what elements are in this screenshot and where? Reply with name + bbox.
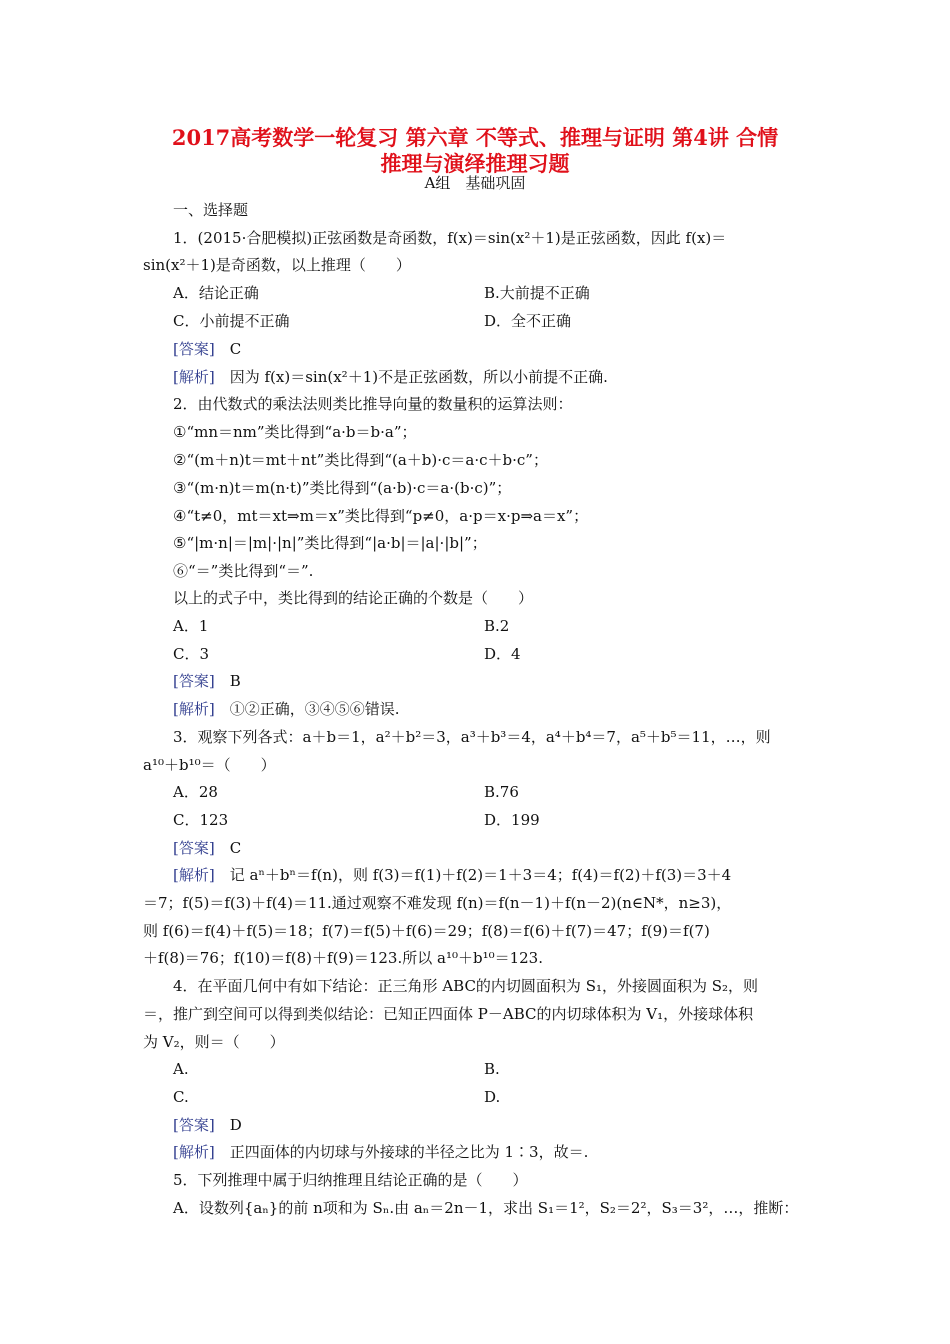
q2-item-2: ②“(m＋n)t＝mt＋nt”类比得到“(a＋b)·c＝a·c＋b·c”； xyxy=(173,451,548,469)
q2-item-5: ⑤“|m·n|＝|m|·|n|”类比得到“|a·b|＝|a|·|b|”； xyxy=(173,534,487,552)
q4-stem-line-1: 4．在平面几何中有如下结论：正三角形 ABC的内切圆面积为 S₁，外接圆面积为 S₂，则 xyxy=(173,977,759,995)
q3-analysis-text-1: 记 aⁿ＋bⁿ＝f(n)，则 f(3)＝f(1)＋f(2)＝1＋3＝4；f(4)＝f(2)＋f(3)＝3＋4 xyxy=(229,866,732,884)
q2-question: 以上的式子中，类比得到的结论正确的个数是（ ） xyxy=(173,589,534,607)
analysis-tag: [解析] xyxy=(173,700,215,718)
q2-option-b: B.2 xyxy=(484,617,510,635)
q4-answer xyxy=(173,1114,242,1136)
q4-analysis-text: 正四面体的内切球与外接球的半径之比为 1∶3，故＝. xyxy=(229,1143,589,1161)
q2-item-1: ①“mn＝nm”类比得到“a·b＝b·a”； xyxy=(173,423,417,441)
q1-answer-value: C xyxy=(229,340,242,358)
q3-option-a: A．28 xyxy=(173,783,218,801)
q2-item-3: ③“(m·n)t＝m(n·t)”类比得到“(a·b)·c＝a·(b·c)”； xyxy=(173,479,512,497)
q1-analysis-text: 因为 f(x)＝sin(x²＋1)不是正弦函数，所以小前提不正确. xyxy=(229,368,608,386)
group-heading: A组 基础巩固 xyxy=(424,174,526,192)
q3-analysis-line-3: 则 f(6)＝f(4)＋f(5)＝18；f(7)＝f(5)＋f(6)＝29；f(8)＝f(6)＋f(7)＝47；f(9)＝f(7) xyxy=(143,922,710,940)
q4-option-b: B. xyxy=(484,1060,500,1078)
answer-tag: [答案] xyxy=(173,672,215,690)
q2-option-a: A．1 xyxy=(173,617,209,635)
q2-answer-value: B xyxy=(229,672,241,690)
analysis-tag: [解析] xyxy=(173,866,215,884)
q3-option-d: D．199 xyxy=(484,811,540,829)
q1-option-c: C．小前提不正确 xyxy=(173,312,290,330)
analysis-tag: [解析] xyxy=(173,1143,215,1161)
q3-option-b: B.76 xyxy=(484,783,519,801)
q3-analysis-line-2: ＝7；f(5)＝f(3)＋f(4)＝11.通过观察不难发现 f(n)＝f(n－1)＋f(n－2)(n∈N*，n≥3)， xyxy=(143,894,732,912)
q1-option-b: B.大前提不正确 xyxy=(484,284,590,302)
q4-option-d: D. xyxy=(484,1088,501,1106)
analysis-tag: [解析] xyxy=(173,368,215,386)
q1-analysis xyxy=(173,366,608,388)
q5-option-a: A．设数列{aₙ}的前 n项和为 Sₙ.由 aₙ＝2n－1，求出 S₁＝1²，S₂＝2²，S₃＝3²，…，推断： xyxy=(173,1199,799,1217)
q2-item-6: ⑥“＝”类比得到“＝”. xyxy=(173,562,314,580)
q3-option-c: C．123 xyxy=(173,811,229,829)
answer-tag: [答案] xyxy=(173,839,215,857)
q1-stem-line-2: sin(x²＋1)是奇函数，以上推理（ ） xyxy=(143,256,411,274)
document-title-line-2: 推理与演绎推理习题 xyxy=(380,151,570,176)
q1-answer xyxy=(173,338,241,360)
q4-analysis xyxy=(173,1141,588,1163)
q2-item-4: ④“t≠0，mt＝xt⇒m＝x”类比得到“p≠0，a·p＝x·p⇒a＝x”； xyxy=(173,507,589,525)
document-title-line-1: 2017高考数学一轮复习 第六章 不等式、推理与证明 第4讲 合情 xyxy=(171,125,779,150)
q2-analysis-text: ①②正确，③④⑤⑥错误. xyxy=(229,700,400,718)
q1-stem-line-1: 1．(2015·合肥模拟)正弦函数是奇函数，f(x)＝sin(x²＋1)是正弦函数，因此 f(x)＝ xyxy=(173,229,727,247)
q4-stem-line-3: 为 V₂，则＝（ ） xyxy=(143,1033,285,1051)
q2-analysis xyxy=(173,698,400,720)
q3-analysis-line-4: ＋f(8)＝76；f(10)＝f(8)＋f(9)＝123.所以 a¹⁰＋b¹⁰＝123. xyxy=(143,949,543,967)
q5-stem: 5．下列推理中属于归纳推理且结论正确的是（ ） xyxy=(173,1171,528,1189)
q4-answer-value: D xyxy=(229,1116,242,1134)
q1-option-d: D．全不正确 xyxy=(484,312,572,330)
q4-option-c: C. xyxy=(173,1088,189,1106)
answer-tag: [答案] xyxy=(173,340,215,358)
q4-option-a: A. xyxy=(173,1060,189,1078)
q3-stem-line-1: 3．观察下列各式：a＋b＝1，a²＋b²＝3，a³＋b³＝4，a⁴＋b⁴＝7，a⁵＋b⁵＝11，…，则 xyxy=(173,728,771,746)
q3-analysis-line-1 xyxy=(173,864,731,886)
q2-answer xyxy=(173,670,241,692)
q2-option-c: C．3 xyxy=(173,645,210,663)
q4-stem-line-2: ＝，推广到空间可以得到类似结论：已知正四面体 P－ABC的内切球体积为 V₁，外接球体积 xyxy=(143,1005,754,1023)
q1-option-a: A．结论正确 xyxy=(173,284,259,302)
q3-stem-line-2: a¹⁰＋b¹⁰＝（ ） xyxy=(143,756,276,774)
q3-answer xyxy=(173,837,241,859)
q3-answer-value: C xyxy=(229,839,242,857)
q2-option-d: D．4 xyxy=(484,645,521,663)
answer-tag: [答案] xyxy=(173,1116,215,1134)
section-heading: 一、选择题 xyxy=(173,201,249,219)
q2-stem: 2．由代数式的乘法法则类比推导向量的数量积的运算法则： xyxy=(173,395,573,413)
